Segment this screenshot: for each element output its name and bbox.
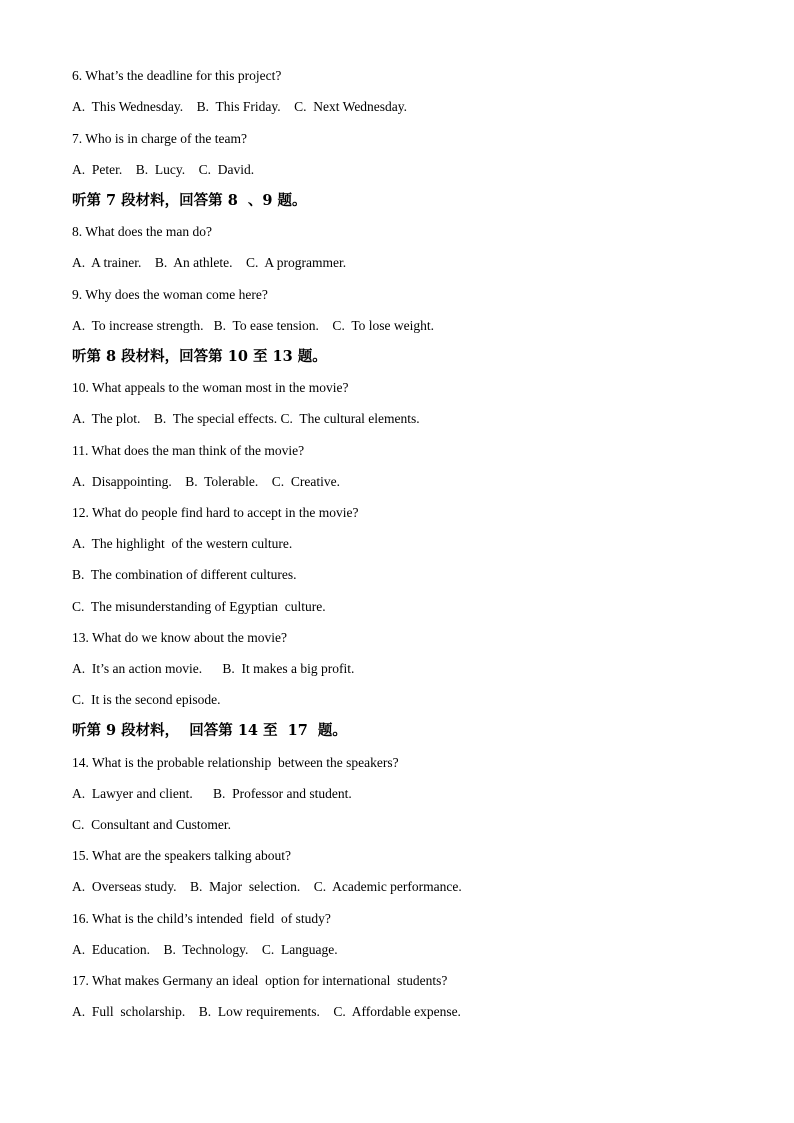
question-15: 15. What are the speakers talking about?	[72, 848, 292, 863]
option-12b: B. The combination of different cultures.	[72, 567, 297, 582]
question-17: 17. What makes Germany an ideal option for international students?	[72, 973, 448, 988]
options-15: A. Overseas study. B. Major selection. C. Academic performance.	[72, 879, 462, 894]
option-12c: C. The misunderstanding of Egyptian culture.	[72, 599, 326, 614]
option-13c: C. It is the second episode.	[72, 692, 221, 707]
options-14-ab: A. Lawyer and client. B. Professor and student.	[72, 786, 352, 801]
option-14c: C. Consultant and Customer.	[72, 817, 232, 832]
question-9: 9. Why does the woman come here?	[72, 287, 268, 302]
options-13-ab: A. It’s an action movie. B. It makes a big profit.	[72, 661, 355, 676]
question-12: 12. What do people find hard to accept in the movie?	[72, 505, 359, 520]
options-17: A. Full scholarship. B. Low requirements. C. Affordable expense.	[72, 1004, 461, 1019]
options-9: A. To increase strength. B. To ease tension. C. To lose weight.	[72, 318, 434, 333]
options-11: A. Disappointing. B. Tolerable. C. Creative.	[72, 474, 341, 489]
question-13: 13. What do we know about the movie?	[72, 630, 287, 645]
options-16: A. Education. B. Technology. C. Language.	[72, 942, 338, 957]
options-8: A. A trainer. B. An athlete. C. A programmer.	[72, 255, 347, 270]
question-14: 14. What is the probable relationship between the speakers?	[72, 755, 399, 770]
section-heading-8: 听第 8 段材料，回答第 10 至 13 题。	[72, 348, 327, 365]
question-16: 16. What is the child’s intended field of study?	[72, 911, 331, 926]
options-10: A. The plot. B. The special effects. C. The cultural elements.	[72, 411, 420, 426]
options-7: A. Peter. B. Lucy. C. David.	[72, 162, 255, 177]
section-heading-9: 听第 9 段材料， 回答第 14 至 17 题。	[72, 722, 347, 739]
option-12a: A. The highlight of the western culture.	[72, 536, 293, 551]
section-heading-7: 听第 7 段材料，回答第 8 、9 题。	[72, 192, 307, 209]
question-11: 11. What does the man think of the movie?	[72, 443, 305, 458]
question-8: 8. What does the man do?	[72, 224, 212, 239]
options-6: A. This Wednesday. B. This Friday. C. Next Wednesday.	[72, 99, 408, 114]
question-6: 6. What’s the deadline for this project?	[72, 68, 282, 83]
question-7: 7. Who is in charge of the team?	[72, 131, 247, 146]
question-10: 10. What appeals to the woman most in the movie?	[72, 380, 349, 395]
